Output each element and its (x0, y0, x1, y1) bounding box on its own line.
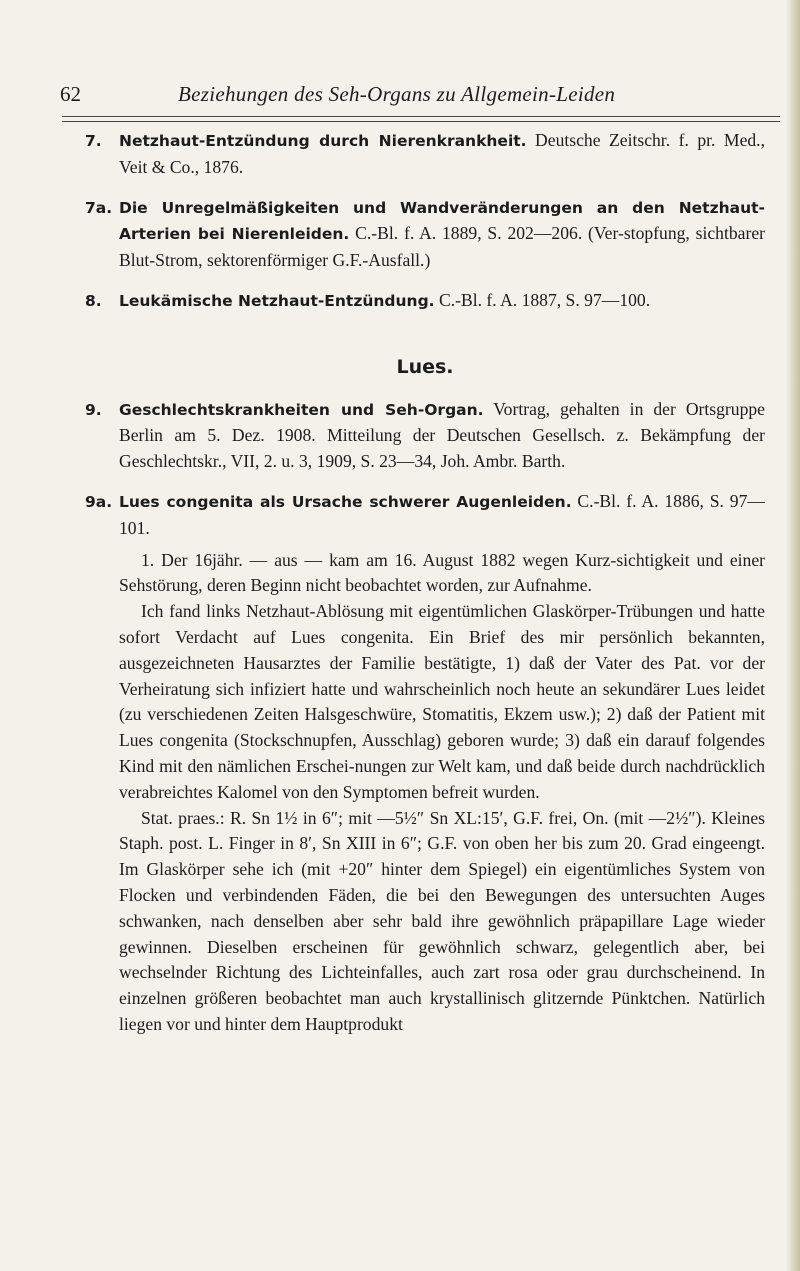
section-heading: Lues. (396, 355, 454, 378)
page-content (85, 128, 765, 1038)
page-edge (786, 0, 800, 1271)
body-paragraph: Ich fand links Netzhaut-Ablösung mit eigentümlichen Glaskörper-Trübungen und hatte sofort Verdacht auf Lues congenita. Ein Brief des mir persönlich bekannten, ausgezeichneten Hausarztes der Familie bestätigte, 1) daß der Vater des Pat. vor der Verheiratung sich infiziert hatte und wahrscheinlich noch heute an sekundärer Lues leidet (zu verschiedenen Zeiten Halsgeschwüre, Stomatitis, Ekzem usw.); 2) daß der Patient mit Lues congenita (Stockschnupfen, Ausschlag) geboren wurde; 3) daß ein darauf folgendes Kind mit den nämlichen Erschei-nungen zur Welt kam, und daß beide durch nachdrücklich verabreichtes Kalomel von den Symptomen befreit wurden. (119, 601, 765, 802)
body-paragraph: Stat. praes.: R. Sn 1½ in 6″; mit —5½″ Sn XL:15′, G.F. frei, On. (mit —2½″). Kleines Staph. post. L. Finger in 8′, Sn XIII in 6″; G.F. von oben her bis zum 20. Grad eingeengt. Im Glaskörper sehe ich (mit +20″ hinter dem Spiegel) ein eigentümliches System von Flocken und verbindenden Fäden, die bei den Bewegungen des untersuchten Auges schwanken, nach denselben aber sehr bald ihre gewöhnlich präpapillare Lage wieder gewinnen. Dieselben erscheinen für gewöhnlich schwarz, gelegentlich aber, bei wechselnder Richtung des Lichteinfalles, auch zart rosa oder grau durchscheinend. In einzelnen größeren beobachtet man auch krystallinisch glitzernde Pünktchen. Natürlich liegen vor und hinter dem Hauptprodukt (119, 807, 765, 1034)
header-rule-top (62, 116, 780, 117)
entry-title: Lues congenita als Ursache schwerer Augenleiden. (119, 492, 572, 511)
entry-title: Die Unregelmäßigkeiten und Wandveränderungen an den Netzhaut-Arterien bei Nierenleiden. (119, 198, 765, 244)
page-number: 62 (60, 82, 81, 106)
entry-title: Netzhaut-Entzündung durch Nierenkrankheit. (119, 132, 527, 150)
entry-title: Leukämische Netzhaut-Entzündung. (119, 291, 435, 310)
body-paragraph: 1. Der 16jähr. — aus — kam am 16. August 1882 wegen Kurz-sichtigkeit und einer Sehstörung, deren Beginn nicht beobachtet worden, zur Aufnahme. (119, 549, 765, 596)
entry-citation: C.-Bl. f. A. 1887, S. 97—100. (434, 289, 651, 310)
entry-number: 7a. (85, 198, 113, 217)
entry-number: 8. (85, 291, 102, 310)
entry-title: Geschlechtskrankheiten und Seh-Organ. (119, 400, 484, 419)
page-header (60, 82, 780, 118)
bibliography-entry (85, 288, 765, 315)
bibliography-entry (85, 128, 765, 181)
entry-citation: Deutsche Zeitschr. f. pr. Med., Veit & Co., 1876. (119, 130, 765, 177)
bibliography-entry (85, 489, 765, 542)
entry-citation: C.-Bl. f. A. 1889, S. 202—206. (Ver-stopfung, sichtbarer Blut-Strom, sektorenförmiger G.F.-Ausfall.) (119, 223, 765, 271)
entry-citation: Vortrag, gehalten in der Ortsgruppe Berlin am 5. Dez. 1908. Mitteilung der Deutschen Gesellsch. z. Bekämpfung der Geschlechtskr., VII, 2. u. 3, 1909, S. 23—34, Joh. Ambr. Barth. (119, 398, 765, 472)
bibliography-entry (85, 397, 765, 475)
entry-number: 7. (85, 132, 102, 150)
entry-number: 9. (85, 400, 102, 419)
running-head: Beziehungen des Seh-Organs zu Allgemein-Leiden (178, 82, 616, 106)
header-rule-bottom (62, 121, 780, 122)
entry-citation: C.-Bl. f. A. 1886, S. 97—101. (119, 490, 765, 538)
bibliography-entry (85, 195, 765, 274)
entry-number: 9a. (85, 492, 113, 511)
